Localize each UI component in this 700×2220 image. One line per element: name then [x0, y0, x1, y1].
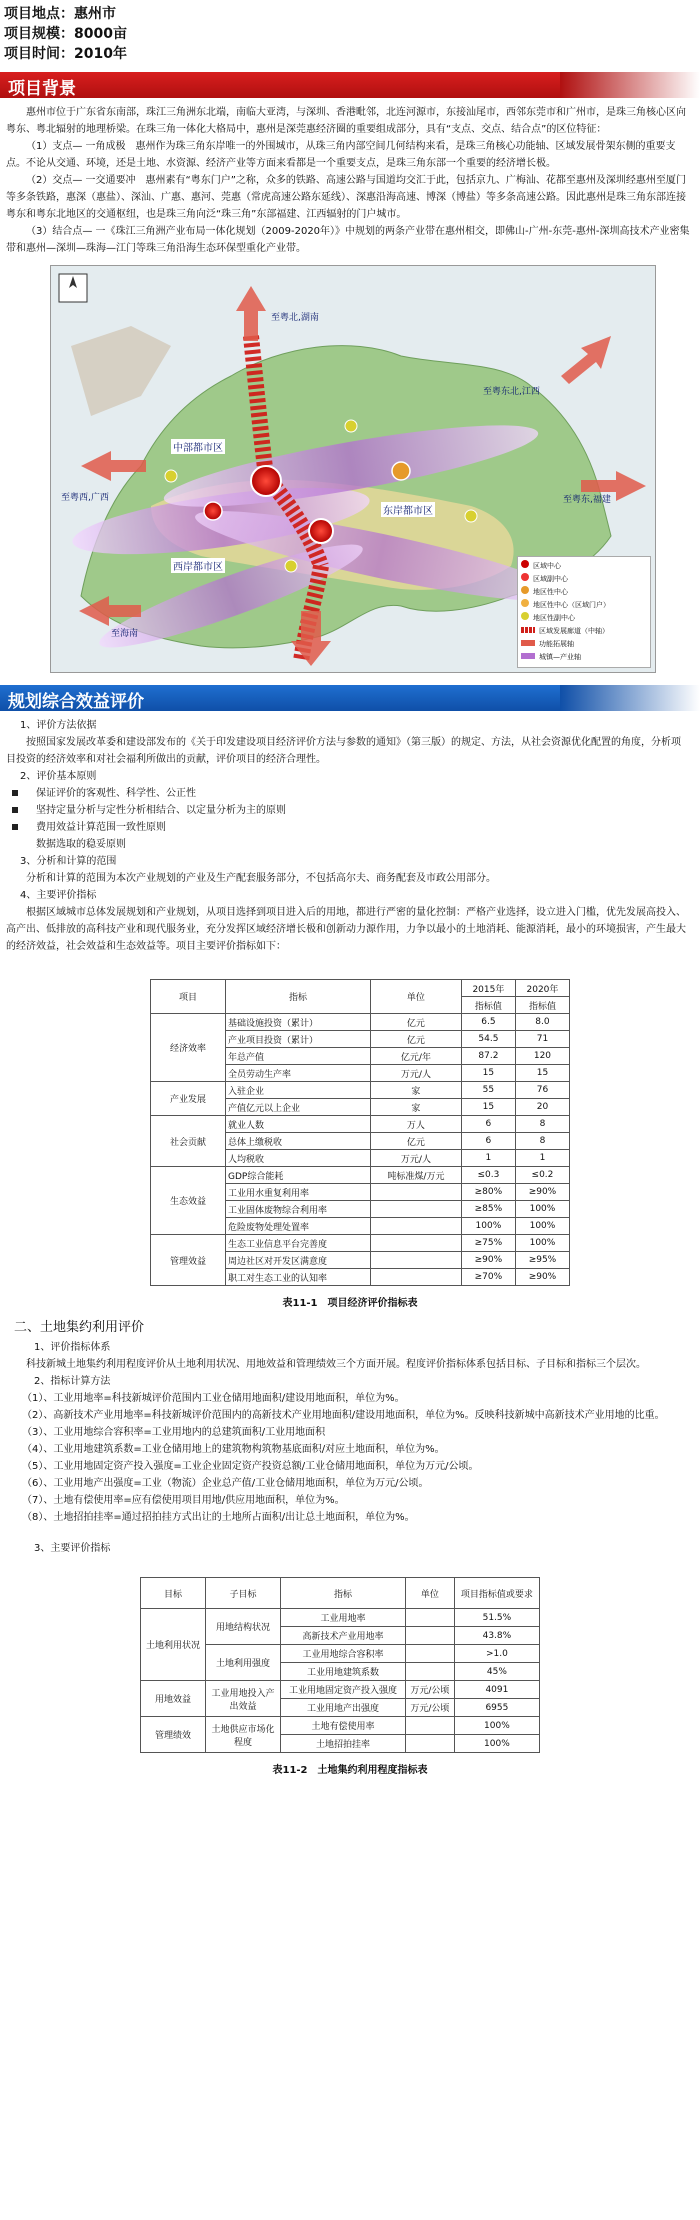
table-cell — [371, 1235, 462, 1252]
principle-text: 费用效益计算范围一致性原则 — [36, 822, 166, 833]
table-cell: 1 — [461, 1150, 515, 1167]
legend-swatch-icon — [521, 640, 535, 646]
table-cell: 就业人数 — [226, 1116, 371, 1133]
calc-method-list — [0, 1390, 700, 1526]
table-cell: 43.8% — [454, 1627, 539, 1645]
table-row — [151, 1116, 570, 1133]
table-row — [151, 1167, 570, 1184]
table-cell — [406, 1717, 455, 1735]
table-cell: 家 — [371, 1082, 462, 1099]
table-cell: 6 — [461, 1116, 515, 1133]
table-header-cell: 单位 — [371, 980, 462, 1014]
calc-method-item: （4）、工业用地建筑系数=工业仓储用地上的建筑物构筑物基底面积/对应土地面积，单位为%。 — [22, 1444, 445, 1455]
calc-method-item: （5）、工业用地固定资产投入强度=工业企业固定资产投资总额/工业仓储用地面积，单位为万元/公顷。 — [22, 1461, 479, 1472]
table-cell — [406, 1645, 455, 1663]
table-cell: 产值亿元以上企业 — [226, 1099, 371, 1116]
principle-text: 数据选取的稳妥原则 — [36, 839, 126, 850]
table-cell: ≥70% — [461, 1269, 515, 1286]
group-cell: 产业发展 — [151, 1082, 226, 1116]
paragraph-intro: 惠州市位于广东省东南部，珠江三角洲东北端，南临大亚湾，与深圳、香港毗邻，北连河源市，东接汕尾市，西邻东莞市和广州市，是珠三角核心区向粤东、粤北辐射的地理桥梁。在珠三角一体化大格局中，惠州是深莞惠经济圈的重要组成部分，具有“支点、交点、结合点”的区位特征： — [6, 107, 686, 135]
legend-item — [521, 651, 647, 664]
table-cell: 入驻企业 — [226, 1082, 371, 1099]
table-cell: 100% — [454, 1717, 539, 1735]
table-cell: 100% — [515, 1235, 569, 1252]
table-cell: 亿元 — [371, 1014, 462, 1031]
table-cell: 100% — [515, 1218, 569, 1235]
table-header-cell: 2015年 — [461, 980, 515, 997]
calc-method-item: （1）、工业用地率=科技新城评价范围内工业仓储用地面积/建设用地面积，单位为%。 — [22, 1393, 405, 1404]
table-cell: 土地有偿使用率 — [281, 1717, 406, 1735]
table-cell: 亿元 — [371, 1031, 462, 1048]
table-header-cell: 单位 — [406, 1578, 455, 1609]
table-cell: 工业用水重复利用率 — [226, 1184, 371, 1201]
subgoal-cell: 土地供应市场化程度 — [206, 1717, 281, 1753]
table-cell: >1.0 — [454, 1645, 539, 1663]
table-cell: 100% — [461, 1218, 515, 1235]
table-cell: 1 — [515, 1150, 569, 1167]
table-header-cell: 目标 — [141, 1578, 206, 1609]
legend-swatch-icon — [521, 560, 529, 568]
legend-swatch-icon — [521, 627, 535, 633]
group-cell: 经济效率 — [151, 1014, 226, 1082]
table-header-cell: 子目标 — [206, 1578, 281, 1609]
table-cell: 工业固体废物综合利用率 — [226, 1201, 371, 1218]
table-cell: ≥75% — [461, 1235, 515, 1252]
principle-item — [0, 819, 700, 836]
legend-swatch-icon — [521, 653, 535, 659]
subheading-indicators: 4、主要评价指标 — [20, 890, 97, 901]
legend-swatch-icon — [521, 599, 529, 607]
table-cell: 土地招拍挂率 — [281, 1735, 406, 1753]
map-label-central: 中部都市区 — [171, 439, 225, 454]
regional-planning-map — [50, 265, 656, 673]
subheading-principles: 2、评价基本原则 — [20, 771, 97, 782]
table-cell: 8.0 — [515, 1014, 569, 1031]
table-cell: 100% — [515, 1201, 569, 1218]
goal-cell: 用地效益 — [141, 1681, 206, 1717]
paragraph-junction: （2）交点— 一交通要冲 惠州素有“粤东门户”之称，众多的铁路、高速公路与国道均交汇于此，包括京九、广梅汕、花都至惠州及深圳经惠州至厦门等多条铁路，惠深（惠盐）、深汕、广惠、惠河、莞惠（常虎高速公路东延线）、深惠沿海高速、博深（博盐）等多条高速公路。因此惠州是珠三角东部连接粤东和粤东北地区的交通枢纽，也是珠三角向泛“珠三角”东部福建、江西辐射的门户城市。 — [6, 175, 686, 220]
table-cell: ≤0.3 — [461, 1167, 515, 1184]
table-cell: 6 — [461, 1133, 515, 1150]
paragraph-combination: （3）结合点— 一《珠江三角洲产业布局一体化规划（2009-2020年）》中规划的两条产业带在惠州相交，即佛山-广州-东莞-惠州-深圳高技术产业密集带和惠州—深圳—珠海—江门等珠三角沿海生态环保型重化产业带。 — [6, 226, 690, 254]
table-cell: 54.5 — [461, 1031, 515, 1048]
table-cell — [406, 1735, 455, 1753]
legend-swatch-icon — [521, 612, 529, 620]
goal-cell: 土地利用状况 — [141, 1609, 206, 1681]
map-label-western: 西岸都市区 — [171, 558, 225, 573]
table-cell: 危险废物处理处置率 — [226, 1218, 371, 1235]
project-time: 项目时间：2010年 — [4, 46, 127, 62]
table-cell: 工业用地产出强度 — [281, 1699, 406, 1717]
calc-method-item: （8）、土地招拍挂率=通过招拍挂方式出让的土地所占面积/出让总土地面积，单位为%。 — [22, 1512, 415, 1523]
table-cell — [371, 1201, 462, 1218]
paragraph-scope: 分析和计算的范围为本次产业规划的产业及生产配套服务部分，不包括高尔夫、商务配套及市政公用部分。 — [26, 873, 496, 884]
table-cell — [371, 1218, 462, 1235]
table-cell: 万元/人 — [371, 1065, 462, 1082]
table-cell: 4091 — [454, 1681, 539, 1699]
economic-evaluation-table — [150, 979, 570, 1286]
table-cell: ≥80% — [461, 1184, 515, 1201]
table-cell: 生态工业信息平台完善度 — [226, 1235, 371, 1252]
map-label-west: 至粤西,广西 — [61, 493, 109, 503]
legend-item — [521, 625, 647, 638]
table-cell: 6.5 — [461, 1014, 515, 1031]
table-cell: 51.5% — [454, 1609, 539, 1627]
calc-method-item: （7）、土地有偿使用率=应有偿使用项目用地/供应用地面积，单位为%。 — [22, 1495, 345, 1506]
table-cell: 8 — [515, 1133, 569, 1150]
table-cell: 总体上缴税收 — [226, 1133, 371, 1150]
table-header-cell: 指标 — [226, 980, 371, 1014]
table-cell: ≥85% — [461, 1201, 515, 1218]
table-cell: 工业用地固定资产投入强度 — [281, 1681, 406, 1699]
group-cell: 社会贡献 — [151, 1116, 226, 1167]
table-header-cell: 指标值 — [461, 997, 515, 1014]
section-band-background — [0, 72, 700, 98]
table-cell: 基础设施投资（累计） — [226, 1014, 371, 1031]
paragraph-method: 按照国家发展改革委和建设部发布的《关于印发建设项目经济评价方法与参数的通知》（第三版）的规定、方法，从社会资源优化配置的角度，分析项目投资的经济效率和对社会福利所做出的贡献，评价项目的经济合理性。 — [6, 737, 681, 765]
table-cell: 亿元 — [371, 1133, 462, 1150]
legend-label: 区域中心 — [533, 562, 561, 570]
legend-item — [521, 638, 647, 651]
table-cell: 产业项目投资（累计） — [226, 1031, 371, 1048]
section-band-evaluation — [0, 685, 700, 711]
legend-label: 区域副中心 — [533, 575, 568, 583]
section-title-evaluation: 规划综合效益评价 — [8, 692, 144, 712]
legend-item — [521, 560, 647, 573]
paragraph-pivot: （1）支点— 一角成极 惠州作为珠三角东岸唯一的外围城市，从珠三角内部空间几何结构来看，是珠三角核心功能轴、区域发展骨架东侧的重要支点。不论从交通、环境，还是土地、水资源、经济产业等方面来看都是一个重要支点，是珠三角东部一个重要的经济增长极。 — [6, 141, 676, 169]
table-cell: 职工对生态工业的认知率 — [226, 1269, 371, 1286]
table-cell: 家 — [371, 1099, 462, 1116]
table-row — [151, 1082, 570, 1099]
table-cell: 120 — [515, 1048, 569, 1065]
table-cell: 6955 — [454, 1699, 539, 1717]
table-cell: 周边社区对开发区满意度 — [226, 1252, 371, 1269]
table-cell: 人均税收 — [226, 1150, 371, 1167]
principle-text: 保证评价的客观性、科学性、公正性 — [36, 788, 196, 799]
meta-block — [0, 0, 700, 64]
legend-label: 城镇—产业轴 — [539, 653, 581, 661]
subheading-system: 1、评价指标体系 — [34, 1342, 111, 1353]
table-cell — [406, 1627, 455, 1645]
table-cell — [406, 1609, 455, 1627]
table1-caption: 表11-1 项目经济评价指标表 — [282, 1298, 418, 1309]
table-cell: 年总产值 — [226, 1048, 371, 1065]
table-cell — [406, 1663, 455, 1681]
map-label-southwest: 至海南 — [111, 629, 139, 639]
calc-method-item: （6）、工业用地产出强度=工业（物流）企业总产值/工业仓储用地面积，单位为万元/公顷。 — [22, 1478, 429, 1489]
principle-item — [0, 836, 700, 853]
goal-cell: 管理绩效 — [141, 1717, 206, 1753]
subheading-calc: 2、指标计算方法 — [34, 1376, 111, 1387]
table-cell: ≥90% — [515, 1184, 569, 1201]
table-cell — [371, 1252, 462, 1269]
principle-text: 坚持定量分析与定性分析相结合、以定量分析为主的原则 — [36, 805, 286, 816]
subheading-method: 1、评价方法依据 — [20, 720, 97, 731]
table-row — [151, 1014, 570, 1031]
table-header-cell: 指标值 — [515, 997, 569, 1014]
legend-label: 地区性中心 — [533, 588, 568, 596]
table-cell: 15 — [461, 1065, 515, 1082]
table-row — [141, 1717, 540, 1735]
table-cell: ≥90% — [461, 1252, 515, 1269]
table-cell: 万元/公顷 — [406, 1699, 455, 1717]
map-label-east: 至粤东,福建 — [563, 495, 611, 505]
table-cell: 万人 — [371, 1116, 462, 1133]
table-cell — [371, 1184, 462, 1201]
table-cell: ≥90% — [515, 1269, 569, 1286]
table-cell: 万元/公顷 — [406, 1681, 455, 1699]
table-header-row — [141, 1578, 540, 1609]
table-cell: 吨标准煤/万元 — [371, 1167, 462, 1184]
legend-swatch-icon — [521, 586, 529, 594]
table-cell: ≤0.2 — [515, 1167, 569, 1184]
principle-item — [0, 785, 700, 802]
legend-label: 地区性副中心 — [533, 614, 575, 622]
table-header-row — [151, 980, 570, 997]
subgoal-cell: 工业用地投入产出效益 — [206, 1681, 281, 1717]
table-cell: 55 — [461, 1082, 515, 1099]
map-legend — [517, 556, 651, 668]
map-label-north: 至粤北,湖南 — [271, 313, 319, 323]
legend-swatch-icon — [521, 573, 529, 581]
table-cell — [371, 1269, 462, 1286]
calc-method-item: （3）、工业用地综合容积率=工业用地内的总建筑面积/工业用地面积 — [22, 1427, 326, 1438]
legend-item — [521, 612, 647, 625]
table-header-cell: 指标 — [281, 1578, 406, 1609]
legend-item — [521, 599, 647, 612]
legend-label: 区域发展廊道（中轴） — [539, 627, 609, 635]
table-cell: GDP综合能耗 — [226, 1167, 371, 1184]
table-cell: 工业用地率 — [281, 1609, 406, 1627]
section-title-land: 二、土地集约利用评价 — [14, 1320, 145, 1335]
paragraph-indicators: 根据区域城市总体发展规划和产业规划，从项目选择到项目进入后的用地，都进行严密的量化控制：严格产业选择，设立进入门槛，优先发展高投入、高产出、低排放的高科技产业和现代服务业，充分发挥区域经济增长极和创新动力源作用，力争以最小的土地消耗、能源消耗，最小的环境损害，产生最大的经济效益，社会效益和生态效益等。项目主要评价指标如下： — [6, 907, 686, 952]
table-cell: 71 — [515, 1031, 569, 1048]
table-cell: 工业用地建筑系数 — [281, 1663, 406, 1681]
table-cell: 全员劳动生产率 — [226, 1065, 371, 1082]
table-row — [141, 1681, 540, 1699]
map-label-northeast: 至粤东北,江西 — [483, 387, 540, 397]
table2-caption: 表11-2 土地集约利用程度指标表 — [272, 1765, 428, 1776]
paragraph-system: 科技新城土地集约利用程度评价从土地利用状况、用地效益和管理绩效三个方面开展。程度评价指标体系包括目标、子目标和指标三个层次。 — [26, 1359, 646, 1370]
table-cell: 万元/人 — [371, 1150, 462, 1167]
table-cell: 20 — [515, 1099, 569, 1116]
table-cell: 亿元/年 — [371, 1048, 462, 1065]
table-header-cell: 2020年 — [515, 980, 569, 997]
table-row — [141, 1609, 540, 1627]
table-cell: 87.2 — [461, 1048, 515, 1065]
map-label-eastern: 东岸都市区 — [381, 502, 435, 517]
table-cell: 8 — [515, 1116, 569, 1133]
table-cell: 工业用地综合容积率 — [281, 1645, 406, 1663]
table-cell: 高新技术产业用地率 — [281, 1627, 406, 1645]
table-row — [151, 1235, 570, 1252]
project-scale: 项目规模：8000亩 — [4, 26, 127, 42]
table-cell: 15 — [461, 1099, 515, 1116]
legend-item — [521, 586, 647, 599]
table-cell: ≥95% — [515, 1252, 569, 1269]
table-cell: 100% — [454, 1735, 539, 1753]
table-cell: 45% — [454, 1663, 539, 1681]
legend-label: 地区性中心（区域门户） — [533, 601, 610, 609]
subgoal-cell: 土地利用强度 — [206, 1645, 281, 1681]
project-location: 项目地点：惠州市 — [4, 6, 116, 22]
group-cell: 生态效益 — [151, 1167, 226, 1235]
subgoal-cell: 用地结构状况 — [206, 1609, 281, 1645]
group-cell: 管理效益 — [151, 1235, 226, 1286]
section-title-background: 项目背景 — [8, 79, 76, 99]
calc-method-item: （2）、高新技术产业用地率=科技新城评价范围内的高新技术产业用地面积/建设用地面积，单位为%。反映科技新城中高新技术产业用地的比重。 — [22, 1410, 665, 1421]
table-header-cell: 项目 — [151, 980, 226, 1014]
subheading-scope: 3、分析和计算的范围 — [20, 856, 117, 867]
principle-item — [0, 802, 700, 819]
legend-item — [521, 573, 647, 586]
table-cell: 15 — [515, 1065, 569, 1082]
table-header-cell: 项目指标值或要求 — [454, 1578, 539, 1609]
subheading-main-indicators: 3、主要评价指标 — [34, 1543, 111, 1554]
table-cell: 76 — [515, 1082, 569, 1099]
legend-label: 功能拓展轴 — [539, 640, 574, 648]
land-use-table — [140, 1577, 540, 1753]
